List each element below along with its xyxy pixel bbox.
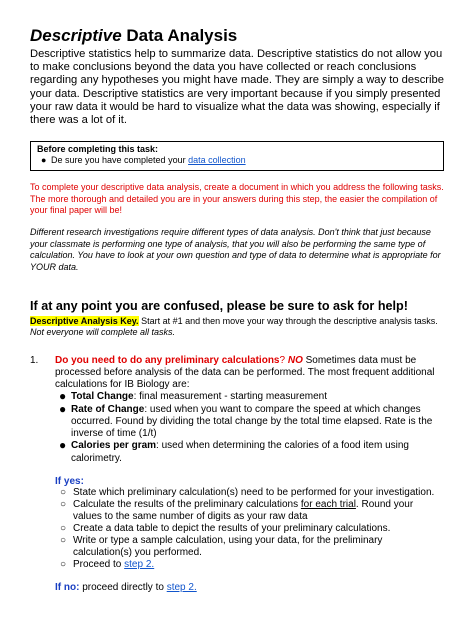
step-2-link[interactable]: step 2. — [124, 558, 155, 570]
list-item — [60, 522, 444, 535]
bullet-icon: ● — [59, 389, 67, 404]
research-note-paragraph: Different research investigations require different types of data analysis. Don't think that just because your classmate is performing one type of analysis, that you will also be performing the same type of calculation. You have to look at your own question and type of data to determine what is appropriate for YOUR data. — [30, 227, 441, 272]
list-item — [60, 558, 444, 571]
if-yes-item-text: Create a data table to depict the results of your preliminary calculations. — [73, 522, 391, 534]
circle-bullet-icon: ○ — [60, 486, 67, 498]
analysis-key-note: Not everyone will complete all tasks. — [30, 327, 176, 338]
list-item — [60, 486, 444, 499]
calc-term: Calories per gram — [71, 440, 157, 452]
list-item — [59, 401, 444, 441]
instructions-paragraph: To complete your descriptive data analysis, create a document in which you address the following tasks. The more thorough and detailed you are in your answers during this step, the easier the compilation of your final paper will be! — [30, 182, 444, 216]
step-question-mark: ? — [279, 354, 288, 366]
if-yes-list — [30, 487, 444, 571]
calc-desc: : used when determining the calories of a food item using calorimetry. — [71, 440, 409, 464]
if-yes-label: If yes: — [55, 475, 84, 487]
prerequisite-heading: Before completing this task: — [37, 144, 159, 155]
analysis-key-text: Start at #1 and then move your way through the descriptive analysis tasks. — [138, 316, 438, 327]
circle-bullet-icon: ○ — [60, 534, 67, 546]
bullet-icon: ● — [41, 155, 47, 166]
page-title — [30, 26, 444, 46]
step-question: Do you need to do any preliminary calculations — [55, 354, 280, 366]
if-no-label: If no: — [55, 581, 80, 593]
if-yes-item-text: Calculate the results of the preliminary calculations — [73, 498, 301, 510]
step-text: Sometimes data must be processed before analysis of the data can be performed. The most frequent additional calculations for IB Biology are: — [55, 354, 435, 391]
circle-bullet-icon: ○ — [60, 522, 67, 534]
if-yes-item-text: . Round your values to the same number of digits as your raw data — [73, 498, 414, 522]
title-rest: Data Analysis — [121, 26, 238, 45]
prerequisite-box — [30, 141, 444, 171]
analysis-key — [30, 316, 444, 339]
if-no-line — [30, 582, 444, 593]
help-heading: If at any point you are confused, please be sure to ask for help! — [30, 299, 408, 314]
list-item — [59, 389, 444, 404]
intro-paragraph: Descriptive statistics help to summarize data. Descriptive statistics do not allow you to make conclusions beyond the data you have collected or reach conclusions regarding any hypotheses you might have made. They are simply a way to describe your data. Descriptive statistics are very important because if you simply presented your raw data it would be hard to visualize what the data was showing, especially if there was a lot of it. — [30, 48, 444, 127]
step-number: 1. — [30, 354, 39, 366]
bullet-icon: ● — [59, 401, 67, 416]
circle-bullet-icon: ○ — [60, 558, 67, 570]
calculation-list — [55, 391, 444, 464]
bullet-icon: ● — [59, 438, 67, 453]
list-item — [60, 534, 444, 559]
data-collection-link[interactable]: data collection — [188, 155, 246, 166]
if-yes-item-text: State which preliminary calculation(s) need to be performed for your investigation. — [73, 486, 435, 498]
calc-desc: : used when you want to compare the speed at which changes occurred. Found by dividing the total change by the total time elapsed. Rate is the inverse of time (1/t) — [71, 403, 433, 440]
list-item — [60, 498, 444, 523]
analysis-key-label: Descriptive Analysis Key. — [30, 316, 139, 327]
calc-term: Total Change — [71, 391, 134, 403]
list-item — [59, 438, 444, 464]
prerequisite-list — [37, 155, 437, 166]
if-no-text: proceed directly to — [79, 581, 167, 593]
calc-term: Rate of Change — [71, 403, 145, 415]
if-yes-item-text: Write or type a sample calculation, using your data, for the preliminary calculation(s) you performed. — [73, 534, 383, 558]
if-yes-item-text: Proceed to — [73, 558, 125, 570]
circle-bullet-icon: ○ — [60, 498, 67, 510]
prerequisite-item — [41, 155, 437, 166]
step-1 — [30, 355, 444, 465]
step-2-link[interactable]: step 2. — [166, 581, 197, 593]
prerequisite-text: De sure you have completed your — [51, 155, 189, 166]
calc-desc: : final measurement - starting measurement — [133, 391, 328, 403]
title-emphasis: Descriptive — [30, 26, 122, 45]
step-answer-no: NO — [287, 354, 303, 366]
if-yes-item-underline: for each trial — [300, 498, 356, 510]
